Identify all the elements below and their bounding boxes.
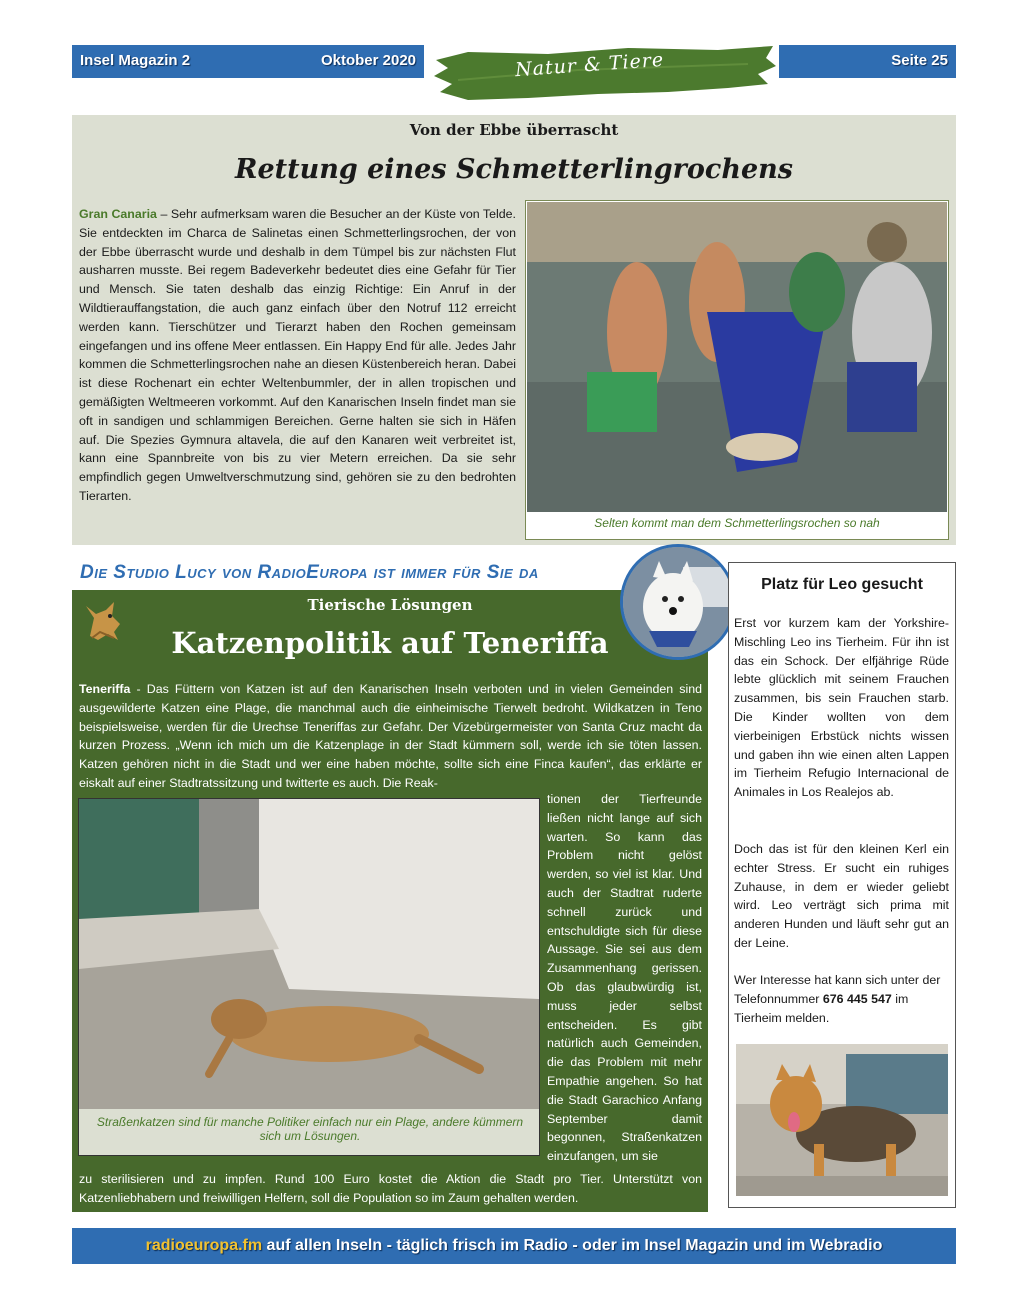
- article2-kicker: Tierische Lösungen: [307, 596, 473, 614]
- article2-body-bottom: zu sterilisieren und zu impfen. Rund 100 Euro kostet die Aktion die Stadt pro Tier. Unterstützt von Katzenliebhabern und freiwilligen Helfern, soll die Population so im Zaum gehalten werden.: [79, 1172, 702, 1205]
- article1-lead: Gran Canaria: [79, 207, 157, 221]
- leo-dog-photo: [736, 1044, 948, 1196]
- studio-lucy-dog-photo: [620, 544, 736, 660]
- cat-photo-caption: Straßenkatzen sind für manche Politiker einfach nur ein Plage, andere kümmern sich um Lösungen.: [96, 1115, 524, 1143]
- footer-url-link[interactable]: radioeuropa.fm: [145, 1237, 263, 1254]
- article2-body-column: tionen der Tierfreunde ließen nicht lange auf sich warten. So kann das Problem nicht gelöst werden, so viel ist klar. Und auch der Stadtrat ruderte schnell zurück und entschuldigte sich für diese Aussage. Sie sei aus dem Zusammenhang gerissen. Ob das glaubwürdig ist, muss jeder selbst entscheiden. Es gibt natürlich auch Gemeinden, die das Problem mit mehr Empathie angehen. So hat die Stadt Garachico Anfang September damit begonnen, Straßenkatzen einzufangen, um sie: [547, 792, 702, 1164]
- header-left-bar: [72, 45, 424, 78]
- header-right-bar: [779, 45, 956, 78]
- footer-slogan: auf allen Inseln - täglich frisch im Radio - oder im Insel Magazin und im Webradio: [262, 1237, 883, 1254]
- sidebar-paragraph-1: Erst vor kurzem kam der Yorkshire-Mischling Leo ins Tierheim. Für ihn ist das ein Schock. Der elfjährige Rüde lebte glücklich mit seinem Frauchen zusammen, bis sein Frauchen starb. Die Kinder wollten von dem vierbeinigen Erbstück nichts wissen und gaben ihn wie einen alten Lappen im Tierheim Refugio Internacional de Animales in Los Realejos ab.: [734, 616, 949, 800]
- cat-photo-frame: [78, 798, 540, 1156]
- section-title: Natur & Tiere: [514, 48, 665, 82]
- sidebar-contact-text: Wer Interesse hat kann sich unter der Telefonnummer: [734, 973, 941, 1006]
- sidebar-contact-tail: im Tierheim melden.: [734, 991, 909, 1025]
- article1-body: [79, 205, 516, 506]
- issue-date: Oktober 2020: [320, 52, 416, 69]
- studio-lucy-banner: Die Studio Lucy von RadioEuropa ist immer für Sie da: [80, 562, 539, 583]
- article1-title: Rettung eines Schmetterlingrochens: [235, 154, 793, 185]
- ray-photo-caption: Selten kommt man dem Schmetterlingsrochen so nah: [594, 516, 880, 530]
- article2-text-top: - Das Füttern von Katzen ist auf den Kanarischen Inseln verboten und in vielen Gemeinden sind ausgewilderte Katzen eine Plage, die manchmal auch die einheimische Tierwelt bedroht. Wildkatzen in Teno beispielsweise, werden für die Urechse Teneriffas zur Gefahr. Der Vizebürgermeister von Santa Cruz macht da kurzen Prozess. „Wenn ich mich um die Katzenplage in der Stadt kümmern soll, werde ich sie töten lassen. Katzen gehören nicht in die Stadt und wer eine haben möchte, sollte sich eine Finca kaufen“, das erklärte er eiskalt auf einer Stadtratssitzung und twitterte es auch. Die Reak-: [79, 682, 702, 790]
- page-number: Seite 25: [891, 52, 948, 69]
- sidebar-paragraph-3: [734, 971, 949, 1027]
- article1-text: – Sehr aufmerksam waren die Besucher an der Küste von Telde. Sie entdeckten im Charca de Salinetas einen Schmetterlingsrochen, der von der Ebbe überrascht wurde und deshalb in dem Tümpel bis zur nächsten Flut ausharren musste. Bei regem Badeverkehr bedeutet dies eine Gefahr für Tier und Mensch. Sie taten deshalb das einzig Richtige: Ein Anruf in der Wildtierauffangstation, die auch ganz einfach über den Notruf 112 erreicht werden kann. Tierschützer und Tierarzt haben den Rochen gemeinsam eingefangen und ins offene Meer entlassen. Ein Happy End für alle. Jedes Jahr kommen die Schmetterlingsrochen nahe an diesen Küstenbereich heran. Dabei ist diese Rochenart ein echter Weltenbummler, der in allen tropischen und gemäßigten Weltmeeren vorkommt. Auf den Kanarischen Inseln findet man sie oft in sandigen und schlammigen Bereichen. Gerne halten sie sich in Häfen auf. Die Spezies Gymnura altavela, die auf den Kanaren weit verbreitet ist, kann eine Spannbreite von bis zu vier Metern erreichen. Da sie sehr empfindlich gegen Umweltverschmutzung sind, gehören sie zu den bedrohten Tierarten.: [79, 207, 516, 503]
- sidebar-phone: 676 445 547: [822, 991, 892, 1006]
- westie-dog-image: [623, 547, 733, 657]
- cat-photo: [79, 799, 539, 1109]
- sidebar-paragraph-2: Doch das ist für den kleinen Kerl ein echter Stress. Er sucht ein ruhiges Zuhause, in dem er wieder geliebt wird. Leo verträgt sich prima mit anderen Hunden und läuft sehr gut an der Leine.: [734, 842, 949, 950]
- footer-bar: [72, 1228, 956, 1264]
- article2-lead: Teneriffa: [79, 682, 131, 696]
- article2-body-top: [79, 680, 702, 793]
- sidebar-title: Platz für Leo gesucht: [761, 576, 923, 593]
- ray-photo-frame: [525, 200, 949, 540]
- ray-rescue-photo: [527, 202, 947, 512]
- article2-title: Katzenpolitik auf Teneriffa: [171, 626, 609, 660]
- article1-kicker: Von der Ebbe überrascht: [409, 121, 619, 139]
- magazine-name: Insel Magazin 2: [80, 52, 191, 69]
